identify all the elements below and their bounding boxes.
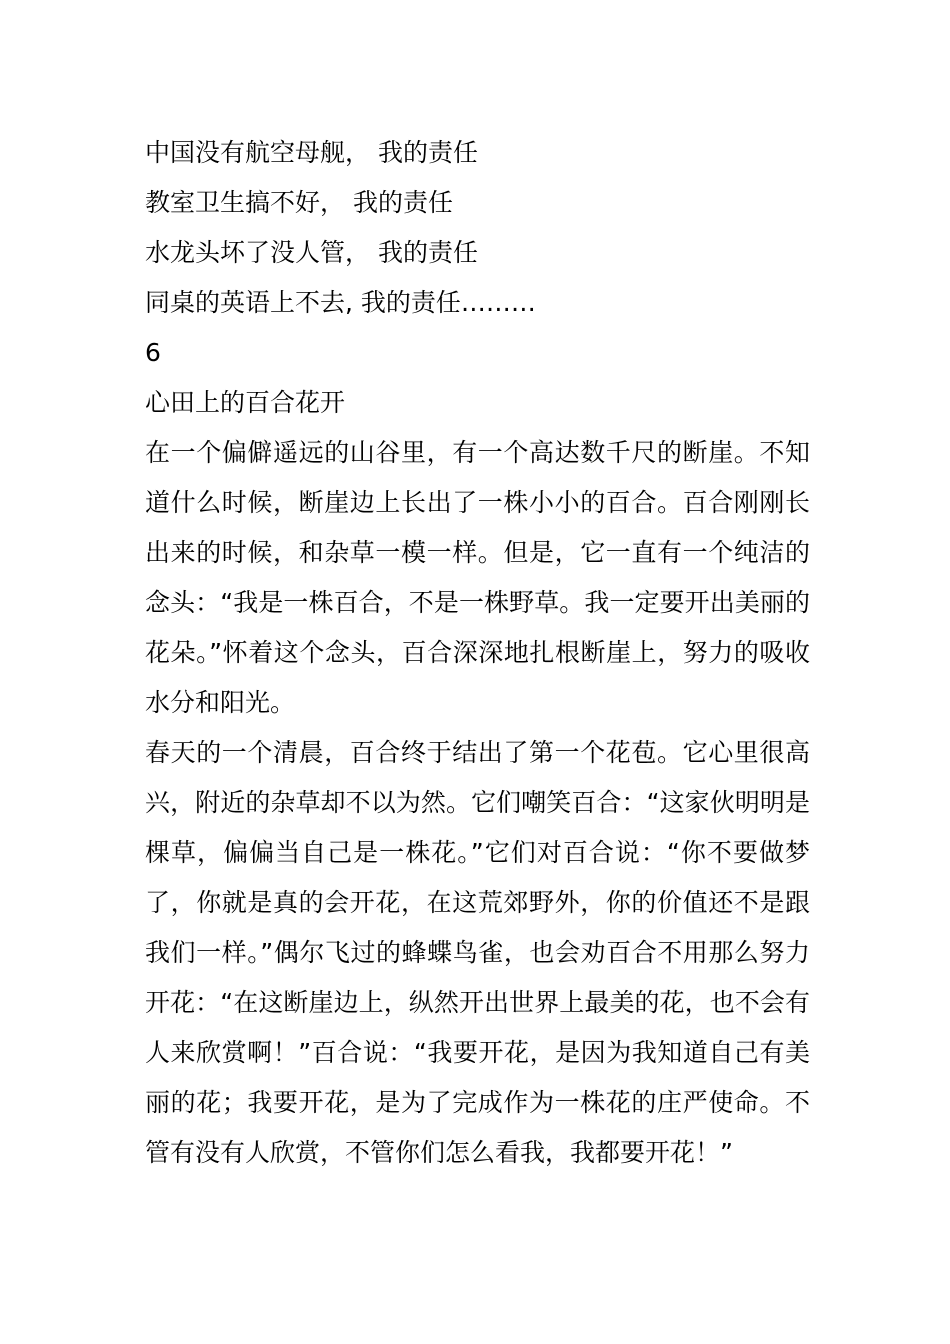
responsibility-line: 教室卫生搞不好， 我的责任	[145, 188, 453, 217]
responsibility-line: 水龙头坏了没人管， 我的责任	[145, 238, 478, 267]
document-body	[145, 128, 810, 1178]
story-title: 心田上的百合花开	[145, 388, 346, 417]
story-paragraph: 春天的一个清晨，百合终于结出了第一个花苞。它心里很高兴，附近的杂草却不以为然。它们嘲笑百合：“这家伙明明是棵草，偏偏当自己是一株花。”它们对百合说：“你不要做梦了，你就是真的会开花，在这荒郊野外，你的价值还不是跟我们一样。”偶尔飞过的蜂蝶鸟雀，也会劝百合不用那么努力开花：“在这断崖边上，纵然开出世界上最美的花，也不会有人来欣赏啊！”百合说：“我要开花，是因为我知道自己有美丽的花；我要开花，是为了完成作为一株花的庄严使命。不管有没有人欣赏，不管你们怎么看我，我都要开花！”	[145, 738, 810, 1167]
responsibility-line: 同桌的英语上不去, 我的责任………	[145, 288, 536, 317]
responsibility-line: 中国没有航空母舰， 我的责任	[145, 138, 478, 167]
story-paragraph: 在一个偏僻遥远的山谷里，有一个高达数千尺的断崖。不知道什么时候，断崖边上长出了一株小小的百合。百合刚刚长出来的时候，和杂草一模一样。但是，它一直有一个纯洁的念头：“我是一株百合，不是一株野草。我一定要开出美丽的花朵。”怀着这个念头，百合深深地扎根断崖上，努力的吸收水分和阳光。	[145, 438, 810, 717]
section-number: 6	[145, 338, 161, 367]
